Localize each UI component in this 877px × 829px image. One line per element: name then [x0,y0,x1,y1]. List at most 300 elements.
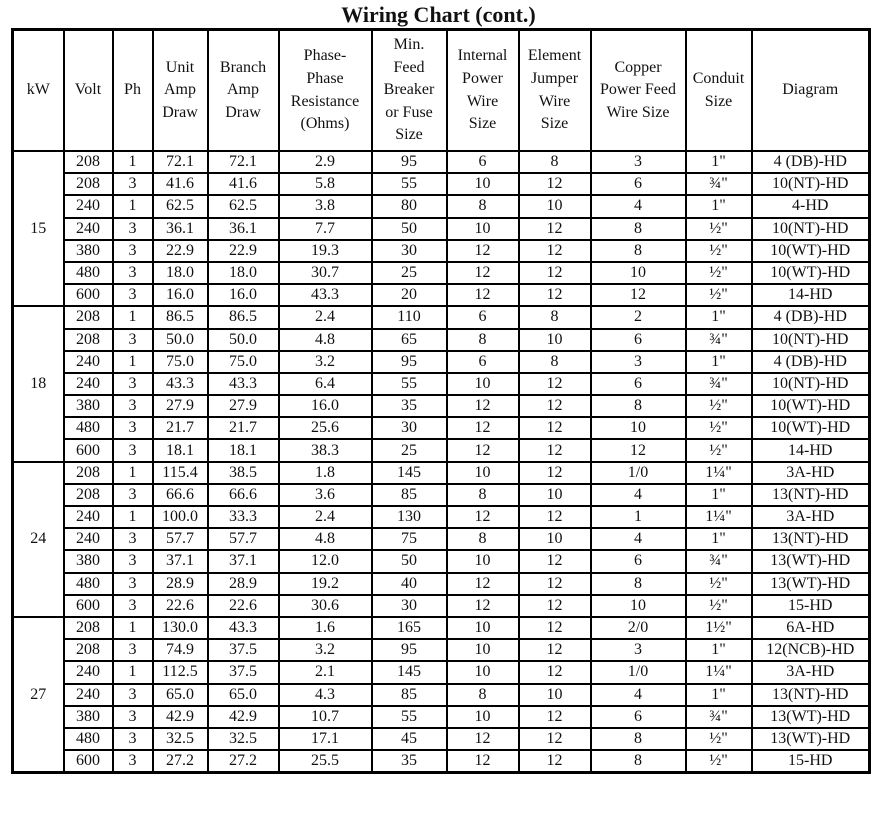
cell-breaker: 55 [372,173,447,195]
cell-ph: 3 [113,550,153,572]
header-label-line: Power Feed [600,81,676,99]
table-row [13,750,870,773]
table-row [13,195,870,217]
cell-diagram: 12(NCB)-HD [752,639,870,661]
cell-diagram: 10(WT)-HD [752,395,870,417]
cell-unit-amp: 21.7 [153,417,208,439]
cell-unit-amp: 65.0 [153,684,208,706]
cell-jumper-wire: 12 [519,373,591,395]
column-header-jumper-wire [519,30,591,152]
cell-copper-feed: 1 [591,506,686,528]
cell-branch-amp: 27.2 [208,750,279,773]
cell-copper-feed: 10 [591,417,686,439]
cell-resistance: 1.6 [279,617,372,639]
kw-group-cell: 24 [13,462,64,617]
cell-volt: 208 [64,329,113,351]
cell-jumper-wire: 8 [519,306,591,328]
cell-unit-amp: 50.0 [153,329,208,351]
cell-unit-amp: 86.5 [153,306,208,328]
cell-resistance: 17.1 [279,728,372,750]
cell-volt: 240 [64,218,113,240]
cell-volt: 208 [64,306,113,328]
cell-conduit: ½" [686,395,752,417]
cell-copper-feed: 4 [591,684,686,706]
cell-unit-amp: 112.5 [153,661,208,683]
cell-volt: 600 [64,595,113,617]
cell-resistance: 43.3 [279,284,372,306]
cell-volt: 208 [64,151,113,173]
cell-volt: 240 [64,351,113,373]
cell-breaker: 50 [372,218,447,240]
cell-diagram: 15-HD [752,595,870,617]
cell-diagram: 4 (DB)-HD [752,151,870,173]
cell-resistance: 3.2 [279,351,372,373]
cell-resistance: 3.6 [279,484,372,506]
cell-diagram: 13(NT)-HD [752,684,870,706]
page-title: Wiring Chart (cont.) [341,2,536,27]
cell-breaker: 50 [372,550,447,572]
cell-conduit: ½" [686,240,752,262]
cell-branch-amp: 43.3 [208,373,279,395]
cell-breaker: 30 [372,240,447,262]
cell-conduit: 1¼" [686,462,752,484]
cell-diagram: 10(NT)-HD [752,329,870,351]
cell-internal-wire: 12 [447,573,519,595]
cell-copper-feed: 4 [591,195,686,217]
table-row [13,661,870,683]
wiring-chart-table [11,28,871,774]
cell-volt: 600 [64,750,113,773]
cell-breaker: 55 [372,373,447,395]
cell-conduit: ¾" [686,373,752,395]
cell-diagram: 3A-HD [752,462,870,484]
table-row [13,617,870,639]
cell-resistance: 1.8 [279,462,372,484]
column-header-conduit [686,30,752,152]
header-label-line: Volt [74,81,102,99]
cell-diagram: 14-HD [752,284,870,306]
cell-branch-amp: 28.9 [208,573,279,595]
cell-branch-amp: 86.5 [208,306,279,328]
table-row [13,240,870,262]
table-row [13,506,870,528]
cell-breaker: 30 [372,417,447,439]
cell-branch-amp: 38.5 [208,462,279,484]
cell-unit-amp: 27.9 [153,395,208,417]
cell-jumper-wire: 10 [519,329,591,351]
cell-copper-feed: 2/0 [591,617,686,639]
cell-jumper-wire: 12 [519,218,591,240]
cell-jumper-wire: 12 [519,750,591,773]
cell-conduit: 1" [686,195,752,217]
cell-resistance: 3.2 [279,639,372,661]
header-label-line: Unit [165,58,195,76]
cell-copper-feed: 6 [591,550,686,572]
header-label-line: Size [395,126,423,144]
cell-volt: 380 [64,550,113,572]
cell-branch-amp: 18.0 [208,262,279,284]
cell-resistance: 25.5 [279,750,372,773]
cell-ph: 3 [113,284,153,306]
cell-volt: 380 [64,395,113,417]
table-row [13,417,870,439]
cell-branch-amp: 27.9 [208,395,279,417]
cell-jumper-wire: 12 [519,661,591,683]
cell-branch-amp: 37.1 [208,550,279,572]
cell-diagram: 14-HD [752,439,870,461]
header-label-line: Draw [225,103,261,121]
cell-jumper-wire: 12 [519,395,591,417]
cell-copper-feed: 8 [591,240,686,262]
cell-internal-wire: 8 [447,484,519,506]
cell-unit-amp: 18.1 [153,439,208,461]
header-label-line: Amp [164,81,196,99]
column-header-volt [64,30,113,152]
cell-volt: 480 [64,728,113,750]
header-label-line: Branch [219,58,267,76]
cell-ph: 3 [113,417,153,439]
cell-ph: 3 [113,573,153,595]
cell-unit-amp: 75.0 [153,351,208,373]
cell-branch-amp: 21.7 [208,417,279,439]
cell-branch-amp: 16.0 [208,284,279,306]
cell-diagram: 10(WT)-HD [752,262,870,284]
table-row [13,595,870,617]
cell-ph: 3 [113,218,153,240]
cell-conduit: 1" [686,684,752,706]
cell-internal-wire: 12 [447,506,519,528]
cell-internal-wire: 10 [447,639,519,661]
cell-branch-amp: 42.9 [208,706,279,728]
cell-conduit: 1" [686,351,752,373]
cell-diagram: 10(NT)-HD [752,373,870,395]
table-row [13,218,870,240]
cell-resistance: 12.0 [279,550,372,572]
cell-breaker: 20 [372,284,447,306]
cell-breaker: 95 [372,351,447,373]
header-label-line: Breaker [383,81,435,99]
cell-internal-wire: 6 [447,306,519,328]
cell-copper-feed: 6 [591,173,686,195]
header-label-line: Internal [457,47,508,65]
cell-jumper-wire: 10 [519,195,591,217]
cell-breaker: 80 [372,195,447,217]
cell-volt: 208 [64,173,113,195]
cell-breaker: 35 [372,395,447,417]
header-label-line: Wire Size [606,103,670,121]
table-row [13,462,870,484]
cell-copper-feed: 8 [591,750,686,773]
cell-conduit: ½" [686,573,752,595]
cell-ph: 1 [113,195,153,217]
header-label-line: Ph [124,81,141,99]
cell-unit-amp: 66.6 [153,484,208,506]
cell-unit-amp: 115.4 [153,462,208,484]
cell-internal-wire: 12 [447,395,519,417]
column-header-diagram [752,30,870,152]
cell-resistance: 3.8 [279,195,372,217]
cell-copper-feed: 6 [591,706,686,728]
cell-copper-feed: 8 [591,573,686,595]
cell-internal-wire: 8 [447,195,519,217]
header-label-line: Amp [227,81,259,99]
cell-conduit: ½" [686,728,752,750]
cell-branch-amp: 41.6 [208,173,279,195]
cell-breaker: 75 [372,528,447,550]
cell-resistance: 5.8 [279,173,372,195]
cell-resistance: 2.4 [279,506,372,528]
cell-ph: 3 [113,706,153,728]
column-header-unit-amp [153,30,208,152]
cell-volt: 600 [64,284,113,306]
cell-conduit: ½" [686,218,752,240]
cell-unit-amp: 32.5 [153,728,208,750]
cell-ph: 3 [113,439,153,461]
kw-group-cell: 27 [13,617,64,773]
cell-unit-amp: 43.3 [153,373,208,395]
cell-diagram: 10(WT)-HD [752,240,870,262]
cell-internal-wire: 10 [447,706,519,728]
cell-internal-wire: 12 [447,595,519,617]
table-row [13,484,870,506]
table-row [13,639,870,661]
cell-breaker: 85 [372,484,447,506]
cell-ph: 3 [113,528,153,550]
header-label-line: Size [540,115,569,133]
cell-branch-amp: 18.1 [208,439,279,461]
cell-conduit: 1" [686,528,752,550]
cell-diagram: 4 (DB)-HD [752,306,870,328]
cell-jumper-wire: 12 [519,728,591,750]
cell-diagram: 13(NT)-HD [752,528,870,550]
cell-copper-feed: 8 [591,218,686,240]
cell-jumper-wire: 12 [519,240,591,262]
cell-ph: 3 [113,395,153,417]
cell-resistance: 30.7 [279,262,372,284]
cell-ph: 3 [113,484,153,506]
cell-volt: 208 [64,617,113,639]
cell-jumper-wire: 12 [519,506,591,528]
cell-internal-wire: 6 [447,151,519,173]
cell-branch-amp: 37.5 [208,661,279,683]
cell-unit-amp: 100.0 [153,506,208,528]
cell-copper-feed: 4 [591,484,686,506]
cell-branch-amp: 66.6 [208,484,279,506]
cell-conduit: 1½" [686,617,752,639]
cell-diagram: 4 (DB)-HD [752,351,870,373]
cell-breaker: 110 [372,306,447,328]
column-header-branch-amp [208,30,279,152]
cell-branch-amp: 36.1 [208,218,279,240]
cell-internal-wire: 10 [447,661,519,683]
cell-branch-amp: 65.0 [208,684,279,706]
cell-unit-amp: 22.6 [153,595,208,617]
cell-branch-amp: 62.5 [208,195,279,217]
cell-resistance: 4.8 [279,528,372,550]
cell-conduit: 1" [686,306,752,328]
table-row [13,373,870,395]
cell-conduit: ½" [686,262,752,284]
cell-breaker: 25 [372,262,447,284]
cell-jumper-wire: 12 [519,284,591,306]
cell-copper-feed: 2 [591,306,686,328]
cell-volt: 208 [64,639,113,661]
cell-ph: 3 [113,240,153,262]
header-label-line: Phase- [303,47,347,65]
cell-jumper-wire: 8 [519,351,591,373]
column-header-internal-wire [447,30,519,152]
cell-diagram: 13(WT)-HD [752,550,870,572]
header-row [13,30,870,152]
cell-breaker: 95 [372,151,447,173]
header-label-line: Draw [162,103,198,121]
cell-resistance: 25.6 [279,417,372,439]
cell-conduit: 1" [686,484,752,506]
cell-jumper-wire: 8 [519,151,591,173]
cell-unit-amp: 22.9 [153,240,208,262]
cell-ph: 3 [113,639,153,661]
column-header-kw [13,30,64,152]
header-label-line: Wire [466,92,499,110]
cell-internal-wire: 10 [447,218,519,240]
header-label-line: Size [704,92,733,110]
cell-diagram: 15-HD [752,750,870,773]
table-row [13,306,870,328]
cell-diagram: 13(WT)-HD [752,728,870,750]
cell-breaker: 45 [372,728,447,750]
cell-conduit: ¾" [686,550,752,572]
cell-branch-amp: 22.6 [208,595,279,617]
cell-breaker: 85 [372,684,447,706]
table-row [13,173,870,195]
cell-unit-amp: 28.9 [153,573,208,595]
cell-resistance: 16.0 [279,395,372,417]
kw-group-cell: 18 [13,306,64,461]
cell-unit-amp: 36.1 [153,218,208,240]
cell-branch-amp: 57.7 [208,528,279,550]
cell-breaker: 165 [372,617,447,639]
cell-unit-amp: 62.5 [153,195,208,217]
table-row [13,284,870,306]
table-row [13,351,870,373]
cell-copper-feed: 1/0 [591,661,686,683]
cell-conduit: ½" [686,417,752,439]
cell-resistance: 19.2 [279,573,372,595]
cell-branch-amp: 37.5 [208,639,279,661]
cell-unit-amp: 27.2 [153,750,208,773]
header-label-line: (Ohms) [300,115,350,133]
cell-copper-feed: 3 [591,639,686,661]
cell-diagram: 13(NT)-HD [752,484,870,506]
cell-copper-feed: 10 [591,262,686,284]
cell-diagram: 10(NT)-HD [752,173,870,195]
cell-conduit: ¾" [686,329,752,351]
cell-internal-wire: 10 [447,617,519,639]
cell-branch-amp: 72.1 [208,151,279,173]
cell-jumper-wire: 10 [519,528,591,550]
cell-volt: 208 [64,484,113,506]
cell-unit-amp: 37.1 [153,550,208,572]
cell-breaker: 25 [372,439,447,461]
cell-diagram: 3A-HD [752,506,870,528]
cell-volt: 600 [64,439,113,461]
cell-conduit: ½" [686,595,752,617]
cell-copper-feed: 1/0 [591,462,686,484]
cell-internal-wire: 8 [447,684,519,706]
cell-diagram: 13(WT)-HD [752,573,870,595]
cell-branch-amp: 75.0 [208,351,279,373]
header-label-line: Phase [306,69,344,87]
cell-volt: 240 [64,528,113,550]
cell-branch-amp: 22.9 [208,240,279,262]
cell-ph: 1 [113,306,153,328]
cell-unit-amp: 41.6 [153,173,208,195]
cell-breaker: 95 [372,639,447,661]
table-row [13,550,870,572]
table-row [13,684,870,706]
cell-conduit: ½" [686,439,752,461]
cell-jumper-wire: 12 [519,550,591,572]
kw-group-cell: 15 [13,151,64,306]
cell-breaker: 55 [372,706,447,728]
cell-ph: 3 [113,728,153,750]
cell-ph: 3 [113,750,153,773]
cell-ph: 3 [113,262,153,284]
cell-internal-wire: 10 [447,173,519,195]
cell-diagram: 3A-HD [752,661,870,683]
cell-internal-wire: 12 [447,439,519,461]
cell-ph: 3 [113,373,153,395]
cell-jumper-wire: 12 [519,262,591,284]
table-row [13,439,870,461]
table-row [13,728,870,750]
cell-copper-feed: 6 [591,373,686,395]
cell-ph: 1 [113,351,153,373]
cell-resistance: 7.7 [279,218,372,240]
cell-jumper-wire: 10 [519,684,591,706]
cell-jumper-wire: 12 [519,706,591,728]
cell-internal-wire: 10 [447,462,519,484]
cell-ph: 1 [113,151,153,173]
cell-conduit: 1¼" [686,661,752,683]
table-row [13,528,870,550]
header-label-line: Min. [393,36,425,54]
cell-resistance: 2.9 [279,151,372,173]
cell-copper-feed: 12 [591,284,686,306]
cell-unit-amp: 74.9 [153,639,208,661]
cell-jumper-wire: 10 [519,484,591,506]
cell-copper-feed: 6 [591,329,686,351]
cell-copper-feed: 10 [591,595,686,617]
cell-resistance: 10.7 [279,706,372,728]
header-label-line: Size [468,115,497,133]
cell-copper-feed: 4 [591,528,686,550]
table-row [13,151,870,173]
cell-jumper-wire: 12 [519,573,591,595]
table-row [13,573,870,595]
cell-conduit: ½" [686,284,752,306]
cell-jumper-wire: 12 [519,462,591,484]
cell-jumper-wire: 12 [519,417,591,439]
cell-ph: 1 [113,661,153,683]
cell-volt: 208 [64,462,113,484]
cell-jumper-wire: 12 [519,617,591,639]
cell-diagram: 4-HD [752,195,870,217]
cell-internal-wire: 12 [447,750,519,773]
column-header-ph [113,30,153,152]
cell-volt: 240 [64,195,113,217]
cell-unit-amp: 18.0 [153,262,208,284]
